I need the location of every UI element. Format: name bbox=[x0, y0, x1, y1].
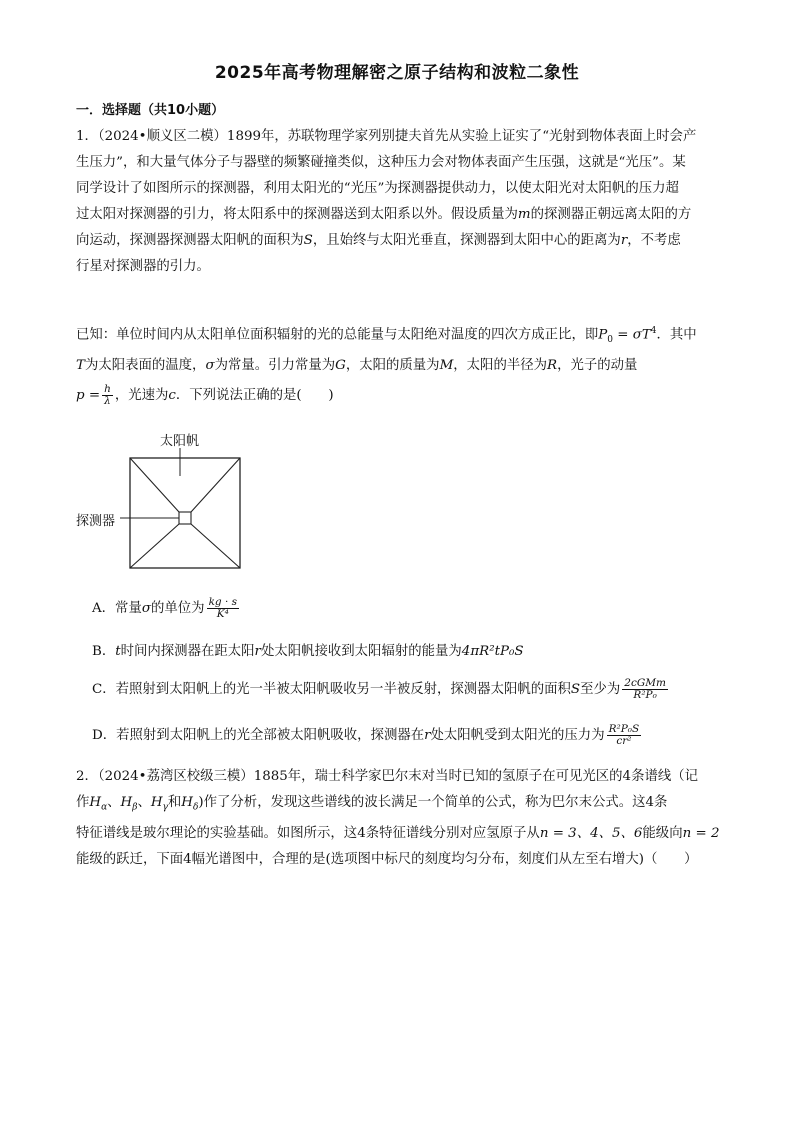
q1-line-4: 过太阳对探测器的引力，将太阳系中的探测器送到太阳系以外。假设质量为m的探测器正朝远离太阳的方 bbox=[76, 207, 692, 222]
option-d[interactable]: D．若照射到太阳帆上的光全部被太阳帆吸收，探测器在r处太阳帆受到太阳光的压力为 $\frac{\text{R²P₀S}}{\text{cr²}}$ bbox=[92, 723, 640, 747]
probe-box bbox=[179, 512, 191, 524]
q2-line-4: 能级的跃迁，下面4幅光谱图中，合理的是(选项图中标尺的刻度均匀分布，刻度们从左至右增大)（ ） bbox=[76, 851, 698, 867]
known-line-2: T为太阳表面的温度，σ为常量。引力常量为G，太阳的质量为M，太阳的半径为R，光子的动量 bbox=[76, 358, 638, 374]
q1-line-5: 向运动，探测器探测器太阳帆的面积为S，且始终与太阳光垂直，探测器到太阳中心的距离为r，不考虑 bbox=[76, 233, 681, 248]
sail-label: 太阳帆 bbox=[160, 434, 200, 449]
sail-frame bbox=[130, 458, 240, 568]
option-b[interactable]: B．t时间内探测器在距太阳r处太阳帆接收到太阳辐射的能量为4πR²tP₀S bbox=[92, 644, 524, 659]
question-2 bbox=[76, 764, 722, 873]
q2-line-2: 作$H_\alpha$、$H_\beta$、$H_\gamma$和$H_\delta$)作了分析，发现这些谱线的波长满足一个简单的公式，称为巴尔末公式。这4条 bbox=[76, 795, 668, 813]
q1-line-3: 同学设计了如图所示的探测器，利用太阳光的“光压”为探测器提供动力，以使太阳光对太阳帆的压力超 bbox=[76, 181, 679, 196]
q2-line-1: 2．（2024•荔湾区校级三模）1885年，瑞士科学家巴尔末对当时已知的氢原子在可见光区的4条谱线（记 bbox=[76, 769, 699, 784]
page-title: 2025年高考物理解密之原子结构和波粒二象性 bbox=[214, 63, 580, 83]
q2-line-3: 特征谱线是玻尔理论的实验基础。如图所示，这4条特征谱线分别对应氢原子从n = 3、4、5、6能级向n = 2 bbox=[76, 825, 720, 841]
question-1 bbox=[76, 124, 722, 280]
probe-label: 探测器 bbox=[76, 514, 116, 529]
sail-diagonal bbox=[130, 524, 179, 568]
sail-diagonal bbox=[130, 458, 179, 512]
sail-diagonal bbox=[191, 458, 240, 512]
momentum-fraction: $\frac{h}{\lambda}$ bbox=[104, 383, 111, 408]
q1-line-1: 1．（2024•顺义区二模）1899年，苏联物理学家列别捷夫首先从实验上证实了“光射到物体表面上时会产 bbox=[76, 129, 697, 144]
q1-line-6: 行星对探测器的引力。 bbox=[76, 259, 210, 274]
q1-known bbox=[76, 318, 722, 409]
option-c[interactable]: C．若照射到太阳帆上的光一半被太阳帆吸收另一半被反射，探测器太阳帆的面积S至少为 $\frac{\text{2cGMm}}{\text{R²P₀}}$ bbox=[92, 677, 666, 701]
sail-diagonal bbox=[191, 524, 240, 568]
section-heading: 一．选择题（共10小题） bbox=[76, 103, 225, 118]
option-a[interactable]: A．常量σ的单位为 $\frac{kg \cdot s}{\text{K⁴}}$ bbox=[92, 596, 238, 620]
solar-sail-figure bbox=[120, 448, 250, 578]
known-line-3: p = $\frac{h}{\lambda}$ ，光速为c．下列说法正确的是( ) bbox=[76, 383, 334, 408]
q1-line-2: 生压力”，和大量气体分子与器壁的频繁碰撞类似，这种压力会对物体表面产生压强，这就是“光压”。某 bbox=[76, 155, 686, 170]
known-line-1: 已知：单位时间内从太阳单位面积辐射的光的总能量与太阳绝对温度的四次方成正比，即$P_0 = \sigma T^4$．其中 bbox=[76, 326, 697, 346]
